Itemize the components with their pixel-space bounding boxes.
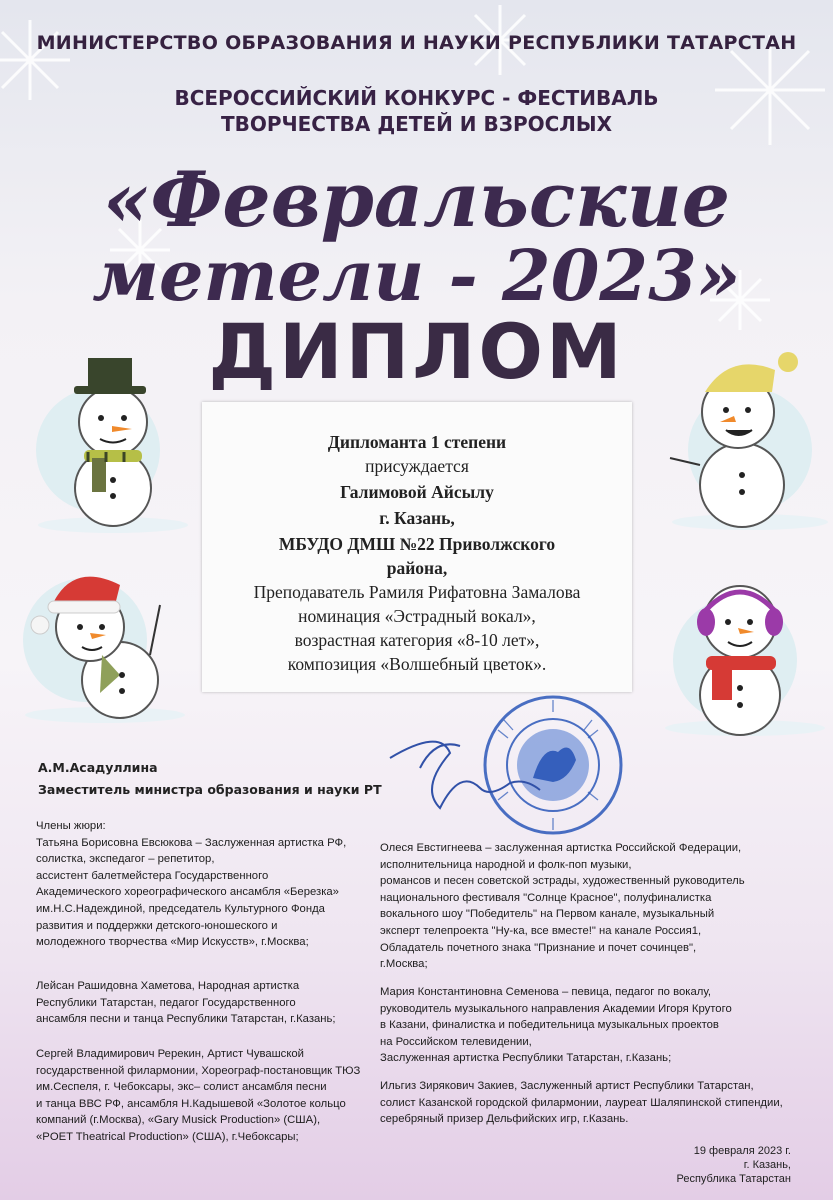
footer-date: 19 февраля 2023 г. <box>693 1145 791 1157</box>
footer-city: г. Казань, <box>743 1159 791 1171</box>
ministry-heading: МИНИСТЕРСТВО ОБРАЗОВАНИЯ И НАУКИ РЕСПУБЛИКИ ТАТАРСТАН <box>36 32 797 54</box>
signatory-name: А.М.Асадуллина <box>38 760 158 775</box>
snowman-top-hat-icon <box>28 340 198 535</box>
jury-member-3: Сергей Владимирович Ререкин, Артист Чувашской государственной филармонии, Хореограф-постановщик ТЮЗ им.Сеспеля, г. Чебоксары, экс– солист ансамбля песни и танца ВВС РФ, ансамбля Н.Кадышевой «Золотое кольцо компаний (г.Москва), «Gary Musick Production» (США), «POET Theatrical Production» (США), г.Чебоксары; <box>36 1048 361 1143</box>
signature-icon <box>380 728 550 828</box>
nomination: номинация «Эстрадный вокал», <box>298 606 536 626</box>
footer-region: Республика Татарстан <box>676 1173 791 1185</box>
jury-member-2: Лейсан Рашидовна Хаметова, Народная артистка Республики Татарстан, педагог Государственного ансамбля песни и танца Республики Татарстан, г.Казань; <box>36 980 336 1026</box>
jury-member-1: Члены жюри: Татьяна Борисовна Евсюкова – Заслуженная артистка РФ, солистка, экспедагог – репетитор, ассистент балетмейстера Государственного Академического хореографического ансамбля «Березка» им.Н.С.Надеждиной, председатель Культурного Фонда развития и поддержки детского-юношеского и молодежного творчества «Мир Искусств», г.Москва; <box>36 820 347 949</box>
snowman-santa-hat-icon <box>10 555 190 725</box>
snowman-earmuffs-icon <box>650 560 830 740</box>
award-degree: Дипломанта 1 степени <box>327 432 507 452</box>
jury-member-4: Олеся Евстигнеева – заслуженная артистка Российской Федерации, исполнительница народной и фолк-поп музыки, романсов и песен советской эстрады, художественный руководитель национального фестиваля "Солнце Красное", полуфиналистка вокального шоу "Победитель" на Первом канале, музыкальный эксперт телепроекта "Ну-ка, все вместе!" на канале Россия1, Обладатель почетного знака "Признание и почет сочинцев", г.Москва; <box>380 842 745 971</box>
composition: композиция «Волшебный цветок». <box>287 654 547 674</box>
footer-date-block <box>676 1144 791 1186</box>
school-line1: МБУДО ДМШ №22 Приволжского <box>278 534 556 554</box>
teacher-name: Преподаватель Рамиля Рифатовна Замалова <box>253 582 581 602</box>
diploma-title: ДИПЛОМ <box>208 307 625 396</box>
contest-heading-line2: ТВОРЧЕСТВА ДЕТЕЙ И ВЗРОСЛЫХ <box>220 112 613 136</box>
award-awarded-text: присуждается <box>365 456 469 476</box>
award-panel <box>202 402 632 692</box>
jury-member-5: Мария Константиновна Семенова – певица, педагог по вокалу, руководитель музыкального направления Академии Игоря Крутого в Казани, финалистка и победительница музыкальных проектов на Российском телевидении, Заслуженная артистка Республики Татарстан, г.Казань; <box>380 986 732 1065</box>
recipient-name: Галимовой Айсылу <box>340 482 494 502</box>
festival-title-line1: «Февральские <box>102 155 731 244</box>
festival-title-line2: метели - 2023» <box>92 234 741 317</box>
age-category: возрастная категория «8-10 лет», <box>294 630 540 650</box>
recipient-city: г. Казань, <box>379 508 455 528</box>
school-line2: района, <box>386 558 448 578</box>
signatory-position: Заместитель министра образования и науки РТ <box>38 782 382 797</box>
contest-heading-line1: ВСЕРОССИЙСКИЙ КОНКУРС - ФЕСТИВАЛЬ <box>174 86 659 110</box>
jury-member-6: Ильгиз Зирякович Закиев, Заслуженный артист Республики Татарстан, солист Казанской городской филармонии, лауреат Шаляпинской стипендии, серебряный призер Дельфийских игр, г.Казань. <box>380 1080 783 1126</box>
snowman-knit-hat-icon <box>660 340 830 535</box>
